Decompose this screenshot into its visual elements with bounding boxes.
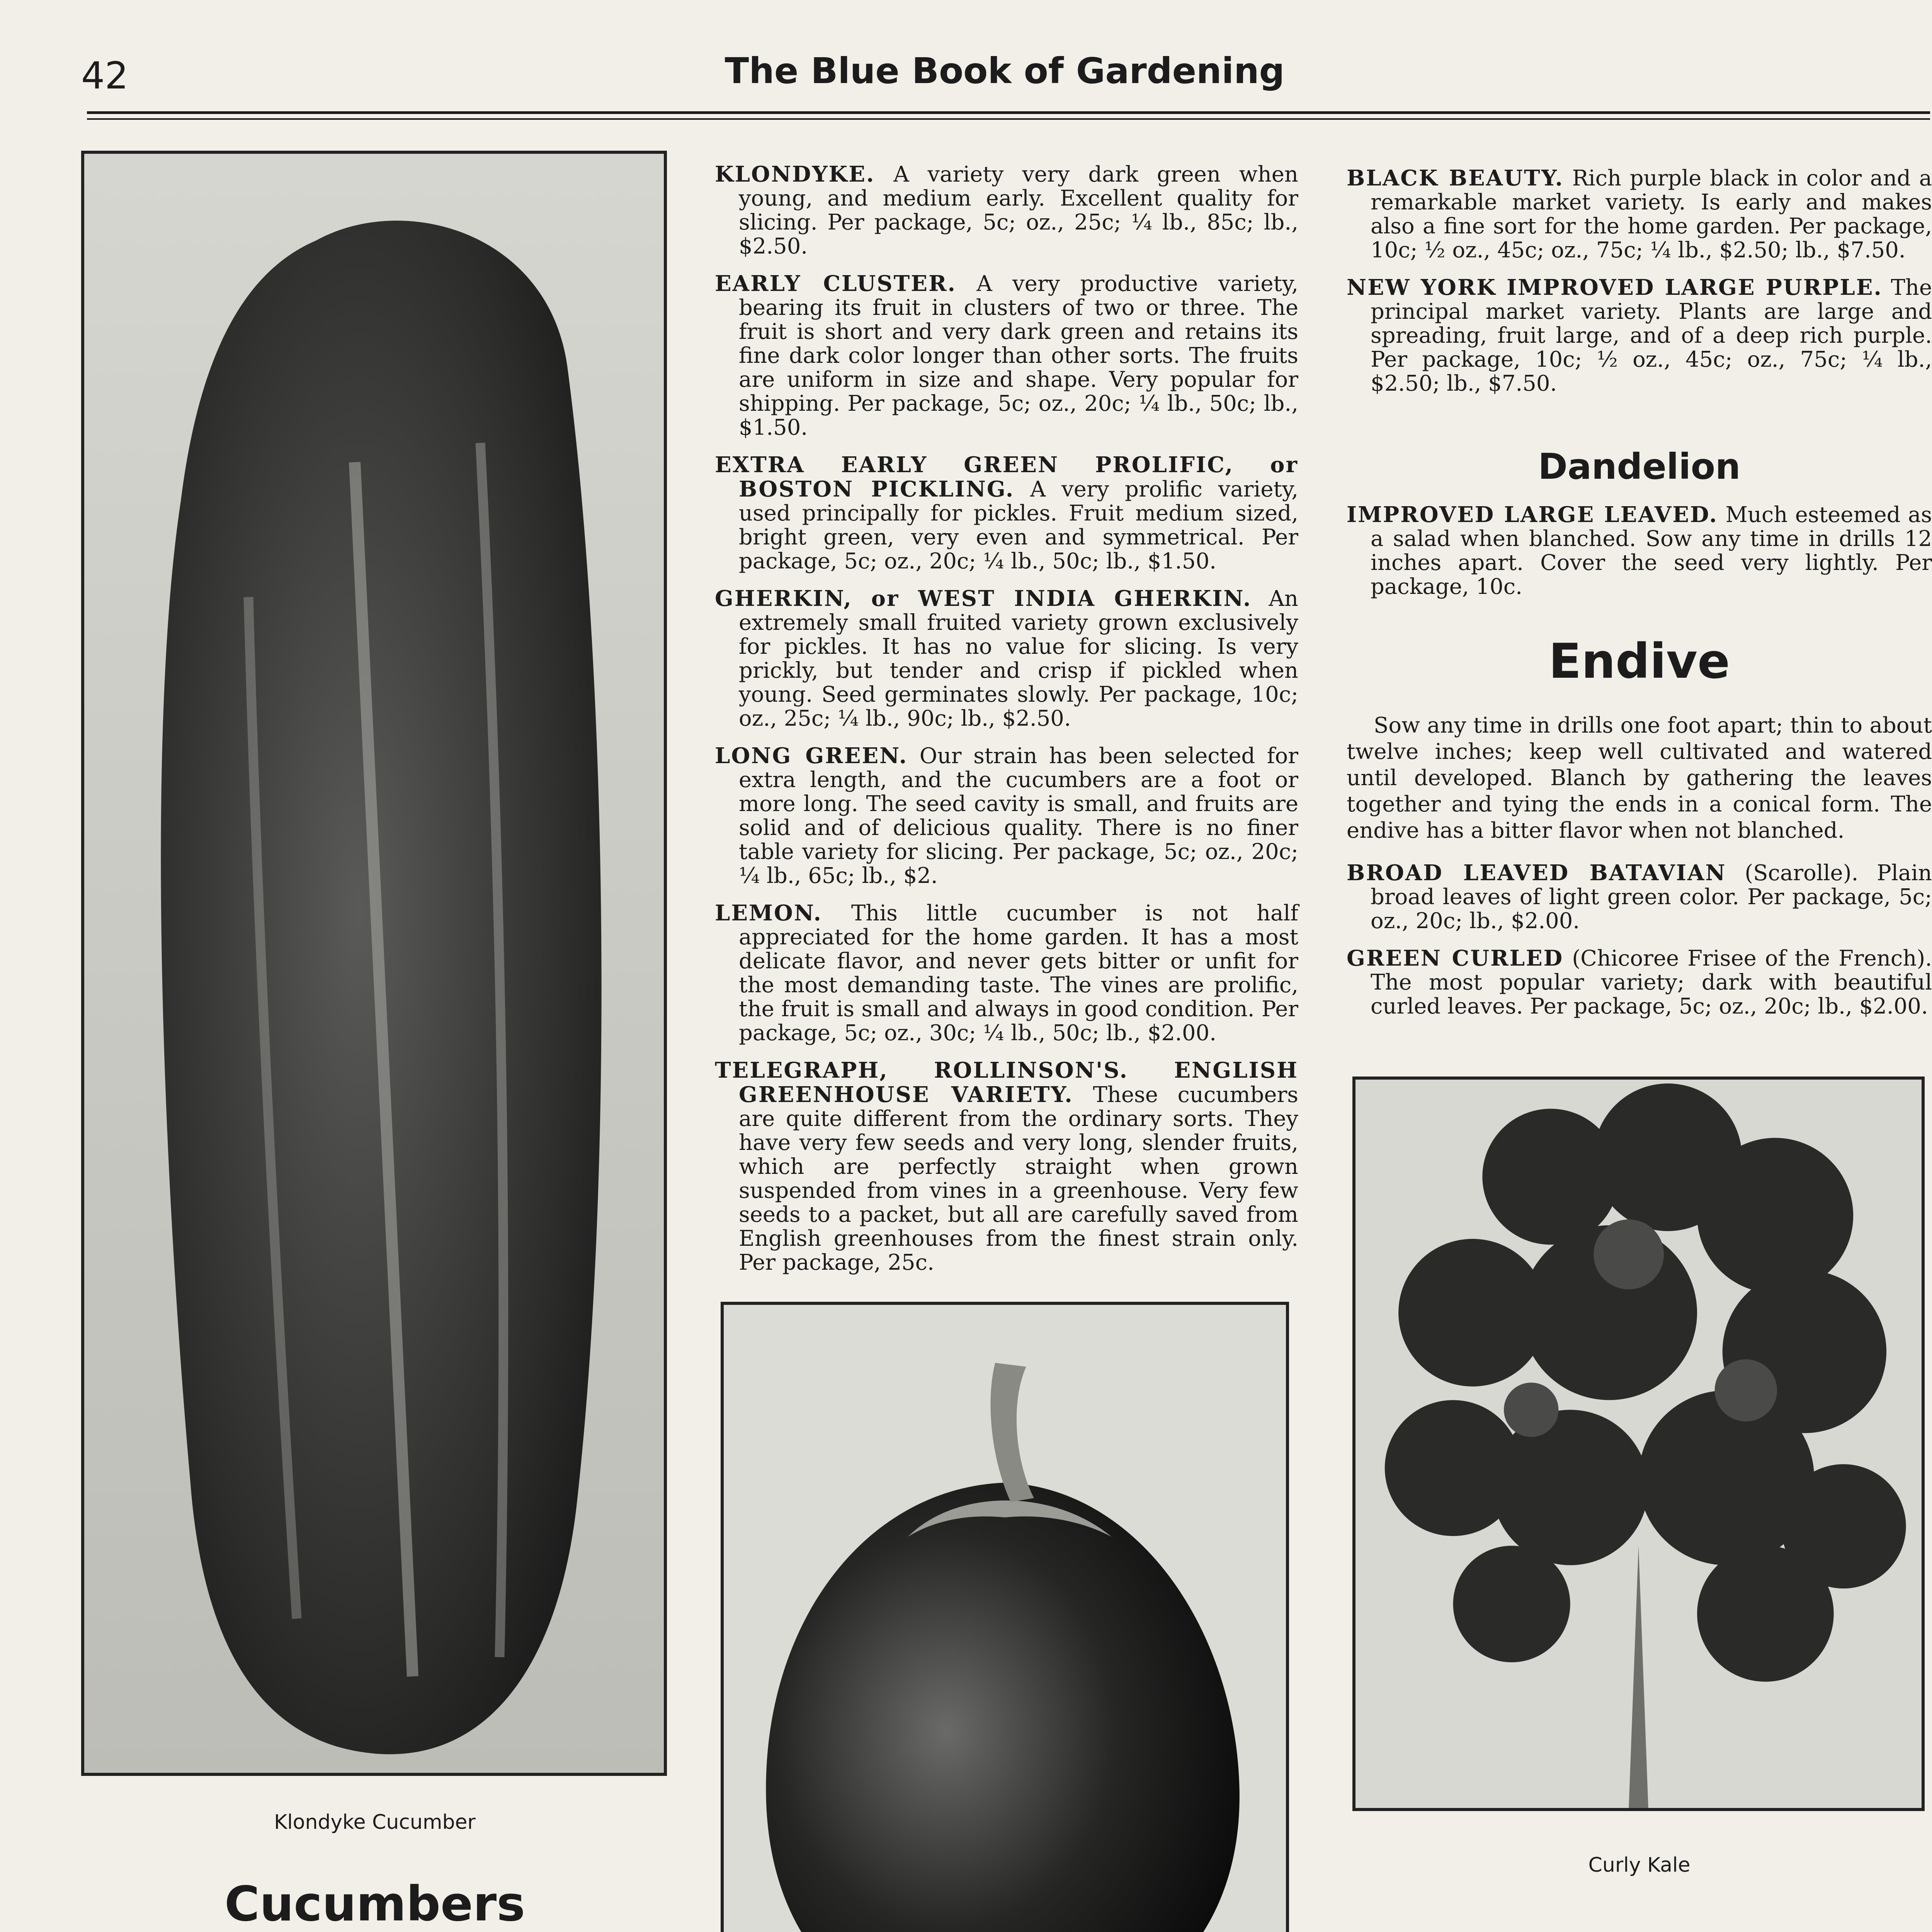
variety-description: The principal market variety. Plants are large and spreading, fruit large, and of a deep rich purple. Per package, 10c; ½ oz., 45c; oz., 75c; ¼ lb., $2.50; lb., $7.50. (1371, 275, 1932, 396)
header-rule (87, 111, 1930, 114)
variety-name: BROAD LEAVED BATAVIAN (1347, 860, 1726, 886)
list-item (1347, 861, 1932, 933)
list-item (715, 1058, 1298, 1275)
kale-image (1355, 1080, 1922, 1808)
list-item (715, 587, 1298, 731)
variety-description: (Scarolle). Plain broad leaves of light green color. Per package, 5c; oz., 20c; lb., $2.00. (1371, 861, 1932, 934)
list-item (715, 453, 1298, 573)
cucumber-photo (81, 151, 667, 1776)
variety-name: NEW YORK IMPROVED LARGE PURPLE. (1347, 275, 1883, 300)
column-left (81, 151, 668, 1932)
cucumber-caption: Klondyke Cucumber (274, 1811, 476, 1834)
heading-dandelion: Dandelion (1538, 446, 1741, 487)
variety-description: A variety very dark green when young, and medium early. Excellent quality for slicing. Per package, 5c; oz., 25c; ¼ lb., 85c; lb., $2.50. (739, 162, 1298, 259)
variety-name: LEMON. (715, 900, 822, 926)
variety-name: EXTRA EARLY GREEN PROLIFIC, or BOSTON PICKLING. (715, 452, 1298, 502)
heading-cucumbers: Cucumbers (224, 1876, 526, 1932)
list-item (1347, 503, 1932, 599)
list-item (715, 162, 1298, 259)
variety-name: EARLY CLUSTER. (715, 271, 956, 296)
list-item (1347, 276, 1932, 396)
variety-name: TELEGRAPH, ROLLINSON'S. ENGLISH GREENHOUSE VARIETY. (715, 1058, 1298, 1107)
list-item (1347, 946, 1932, 1019)
eggplant-image (724, 1305, 1286, 1932)
eggplant-photo (721, 1302, 1289, 1932)
variety-description: These cucumbers are quite different from the ordinary sorts. They have very few seeds and very long, slender fruits, which are perfectly straight when grown suspended from vines in a greenhouse. Very few seeds to a packet, but all are carefully saved from English greenhouses from the finest strain only. Per package, 25c. (739, 1082, 1298, 1275)
column-right (1347, 166, 1932, 1932)
heading-endive: Endive (1548, 634, 1730, 689)
kale-photo (1352, 1077, 1925, 1811)
column-middle (715, 162, 1298, 1932)
variety-name: GREEN CURLED (1347, 946, 1564, 971)
header-rule-thin (87, 118, 1930, 120)
variety-description: Rich purple black in color and a remarkable market variety. Is early and makes also a fine sort for the home garden. Per package, 10c; ½ oz., 45c; oz., 75c; ¼ lb., $2.50; lb., $7.50. (1371, 166, 1932, 263)
variety-name: BLACK BEAUTY. (1347, 165, 1564, 191)
variety-description: This little cucumber is not half appreciated for the home garden. It has a most delicate flavor, and never gets bitter or unfit for the most demanding taste. The vines are prolific, the fruit is small and always in good condition. Per package, 5c; oz., 30c; ¼ lb., 50c; lb., $2.00. (739, 901, 1298, 1046)
variety-description: (Chicoree Frisee of the French). The most popular variety; dark with beautiful curled leaves. Per package, 5c; oz., 20c; lb., $2.00. (1371, 946, 1932, 1019)
list-item (715, 901, 1298, 1045)
variety-name: LONG GREEN. (715, 743, 908, 769)
variety-name: GHERKIN, or WEST INDIA GHERKIN. (715, 586, 1252, 611)
list-item (1347, 166, 1932, 262)
kale-caption: Curly Kale (1588, 1854, 1690, 1877)
list-item (715, 744, 1298, 888)
variety-name: IMPROVED LARGE LEAVED. (1347, 502, 1718, 527)
variety-name: KLONDYKE. (715, 162, 875, 187)
cucumber-image (84, 154, 664, 1773)
variety-description: Our strain has been selected for extra length, and the cucumbers are a foot or more long. The seed cavity is small, and fruits are solid and of delicious quality. There is no finer table variety for slicing. Per package, 5c; oz., 20c; ¼ lb., 65c; lb., $2. (739, 743, 1298, 888)
endive-intro: Sow any time in drills one foot apart; thin to about twelve inches; keep well cultivated and watered until developed. Blanch by gathering the leaves together and tying the ends in a conical form. The endive has a bitter flavor when not blanched. (1347, 713, 1932, 843)
running-title: The Blue Book of Gardening (724, 50, 1285, 92)
variety-description: A very productive variety, bearing its fruit in clusters of two or three. The fruit is short and very dark green and retains its fine dark color longer than other sorts. The fruits are uniform in size and shape. Very popular for shipping. Per package, 5c; oz., 20c; ¼ lb., 50c; lb., $1.50. (739, 271, 1298, 440)
page-number: 42 (81, 54, 129, 97)
variety-description: A very prolific variety, used principally for pickles. Fruit medium sized, bright green, very even and symmetrical. Per package, 5c; oz., 20c; ¼ lb., 50c; lb., $1.50. (739, 477, 1298, 574)
variety-description: Much esteemed as a salad when blanched. Sow any time in drills 12 inches apart. Cover the seed very lightly. Per package, 10c. (1371, 502, 1932, 599)
list-item (715, 272, 1298, 440)
variety-description: An extremely small fruited variety grown exclusively for pickles. It has no value for slicing. Is very prickly, but tender and crisp if pickled when young. Seed germinates slowly. Per package, 10c; oz., 25c; ¼ lb., 90c; lb., $2.50. (739, 586, 1298, 731)
